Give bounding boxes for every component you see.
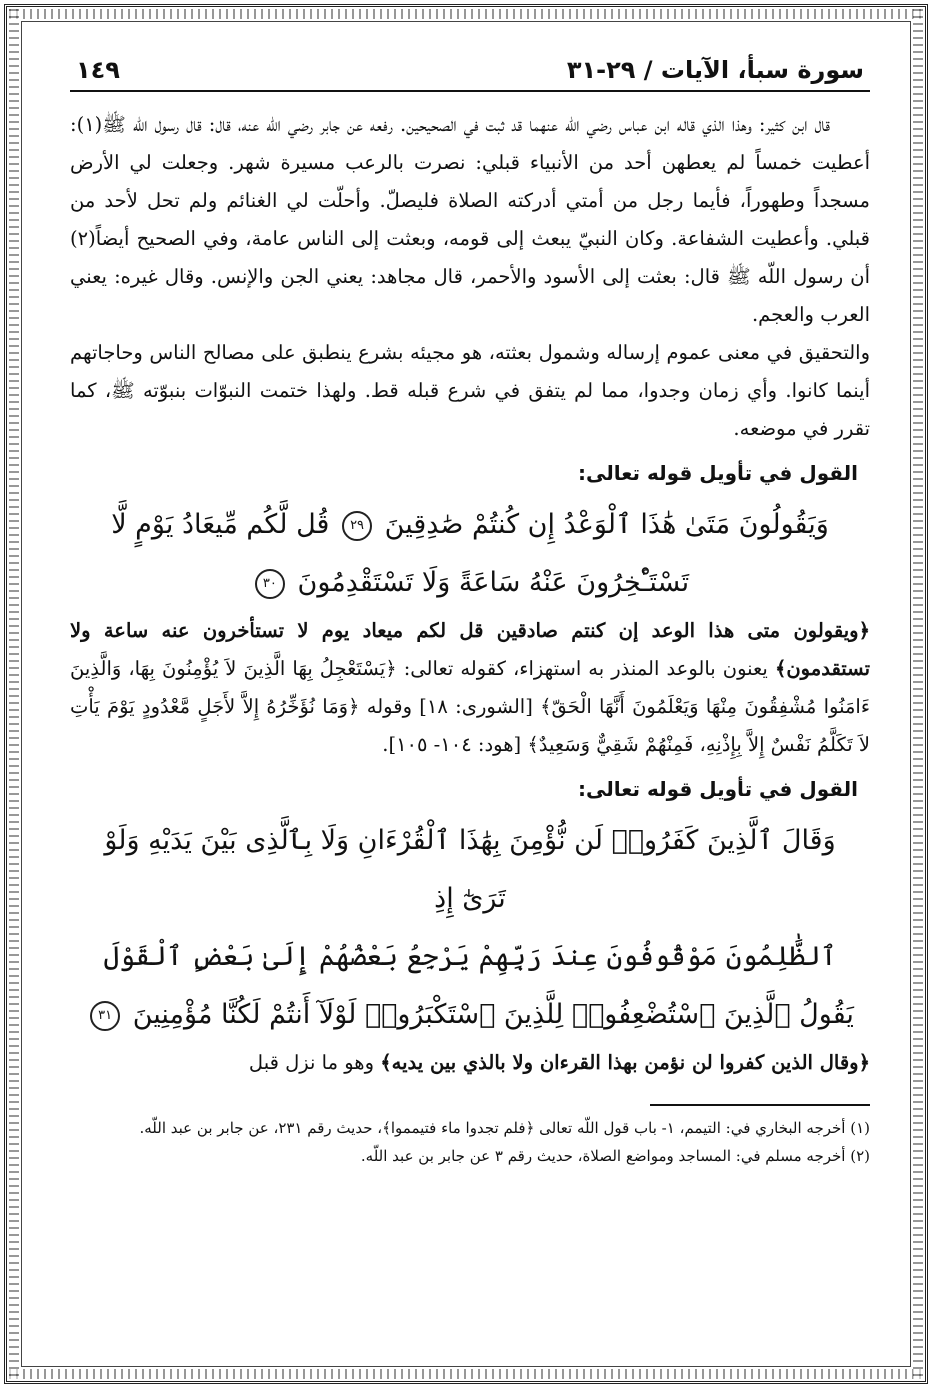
paragraph-tahqiq: والتحقيق في معنى عموم إرساله وشمول بعثته، هو مجيئه بشرع ينطبق على مصالح الناس وحاجاتهم أينما كانوا. وأي زمان وجدوا، مما لم يتفق في شرع قبله قط. ولهذا ختمت النبوّات بنبوّته ﷺ، كما تقرر في موضعه. — [70, 341, 870, 440]
footnote-2: (٢) أخرجه مسلم في: المساجد ومواضع الصلاة، حديث رقم ٣ عن جابر بن عبد اللّه. — [360, 1147, 870, 1165]
tafsir-quoted-verse: ﴿ويقولون متى هذا الوعد إن كنتم صادقين قل لكم ميعاد يوم لا تستأخرون عنه ساعة ولا تستقدمون﴾ — [70, 619, 871, 680]
border-ornament-top — [9, 9, 923, 19]
verse-line — [80, 986, 860, 1044]
section-heading-2: القول في تأويل قوله تعالى: — [578, 777, 858, 801]
tafsir-text: وهو ما نزل قبل — [248, 1051, 375, 1074]
ayah-number-marker: ٢٩ — [342, 511, 372, 541]
quran-verse-block-1 — [70, 496, 870, 612]
section-heading-1: القول في تأويل قوله تعالى: — [578, 461, 858, 485]
tafsir-paragraph-2 — [70, 1044, 870, 1082]
surah-title: سورة سبأ، الآيات / ٢٩-٣١ — [566, 56, 864, 84]
main-text — [70, 106, 870, 1082]
border-ornament-right — [913, 9, 923, 1379]
verse-line — [80, 496, 860, 554]
verse-line — [80, 554, 860, 612]
verse-text: تَسْتَـْٔخِرُونَ عَنْهُ سَاعَةً وَلَا تَسْتَقْدِمُونَ — [297, 567, 690, 598]
page-number: ١٤٩ — [76, 56, 120, 84]
page-content — [70, 56, 870, 1170]
footnote-separator — [650, 1104, 870, 1106]
verse-line: ٱلظَّٰلِمُونَ مَوْقُوفُونَ عِندَ رَبِّهِمْ يَرْجِعُ بَعْضُهُمْ إِلَىٰ بَعْضٍ ٱلْقَوْلَ — [103, 941, 837, 972]
running-header — [70, 56, 870, 92]
footnote-1: (١) أخرجه البخاري في: التيمم، ١- باب قول اللّه تعالى ﴿فلم تجدوا ماء فتيمموا﴾، حديث رقم ٢٣١، عن جابر بن عبد اللّه. — [139, 1119, 870, 1137]
verse-line: وَقَالَ ٱلَّذِينَ كَفَرُوا۟ لَن نُّؤْمِنَ بِهَٰذَا ٱلْقُرْءَانِ وَلَا بِٱلَّذِى بَيْنَ يَدَيْهِ وَلَوْ تَرَىٰٓ إِذِ — [104, 825, 836, 914]
paragraph-ibn-kathir: قال ابن كثير: وهذا الذي قاله ابن عباس رضي اللّه عنهما قد ثبت في الصحيحين. رفعه عن جابر رضي اللّه عنه، قال: قال رسول اللّه ﷺ(١): أعطيت خمساً لم يعطهن أحد من الأنبياء قبلي: نصرت بالرعب مسيرة شهر. وجعلت لي الأرض مسجداً وطهوراً، فأيما رجل من أمتي أدركته الصلاة فليصلّ. وأحلّت لي الغنائم ولم تحل لأحد من قبلي. وأعطيت الشفاعة. وكان النبيّ يبعث إلى قومه، وبعثت إلى الناس عامة، وفي الصحيح أيضاً(٢) أن رسول اللّه ﷺ قال: بعثت إلى الأسود والأحمر، قال مجاهد: يعني الجن والإنس. وقال غيره: يعني العرب والعجم. — [70, 113, 870, 326]
tafsir-paragraph-1 — [70, 612, 870, 764]
verse-text: يَقُولُ ٱلَّذِينَ ٱسْتُضْعِفُوا۟ لِلَّذِينَ ٱسْتَكْبَرُوا۟ لَوْلَآ أَنتُمْ لَكُنَّا مُؤْمِنِينَ — [132, 999, 854, 1030]
tafsir-quoted-verse: ﴿وقال الذين كفروا لن نؤمن بهذا القرءان ولا بالذي بين يديه﴾ — [380, 1051, 870, 1074]
ayah-number-marker: ٣١ — [90, 1001, 120, 1031]
border-ornament-bottom — [9, 1369, 923, 1379]
quran-verse-block-2 — [70, 812, 870, 1044]
verse-text: وَيَقُولُونَ مَتَىٰ هَٰذَا ٱلْوَعْدُ إِن كُنتُمْ صَٰدِقِينَ — [384, 509, 829, 540]
ayah-number-marker: ٣٠ — [255, 569, 285, 599]
verse-text: قُل لَّكُم مِّيعَادُ يَوْمٍ لَّا — [111, 509, 330, 540]
tafsir-text: يعنون بالوعد المنذر به استهزاء، كقوله تعالى: ﴿يَسْتَعْجِلُ بِهَا الَّذِينَ لاَ يُؤْمِنُونَ بِهَا، وَالَّذِينَ ءَامَنُوا مُشْفِقُونَ مِنْهَا وَيَعْلَمُونَ أَنَّهَا الْحَقّ﴾ [الشورى: ١٨] وقوله ﴿وَمَا نُؤَخِّرُهُ إِلاَّ لأَجَلٍ مَّعْدُودٍ يَوْمَ يَأْتِ لاَ تَكَلَّمُ نَفْسٌ إِلاَّ بِإِذْنِهِ، فَمِنْهُمْ شَقِيٌّ وَسَعِيدٌ﴾ [هود: ١٠٤- ١٠٥]. — [70, 657, 870, 756]
border-ornament-left — [9, 9, 19, 1379]
footnotes — [70, 1114, 870, 1170]
